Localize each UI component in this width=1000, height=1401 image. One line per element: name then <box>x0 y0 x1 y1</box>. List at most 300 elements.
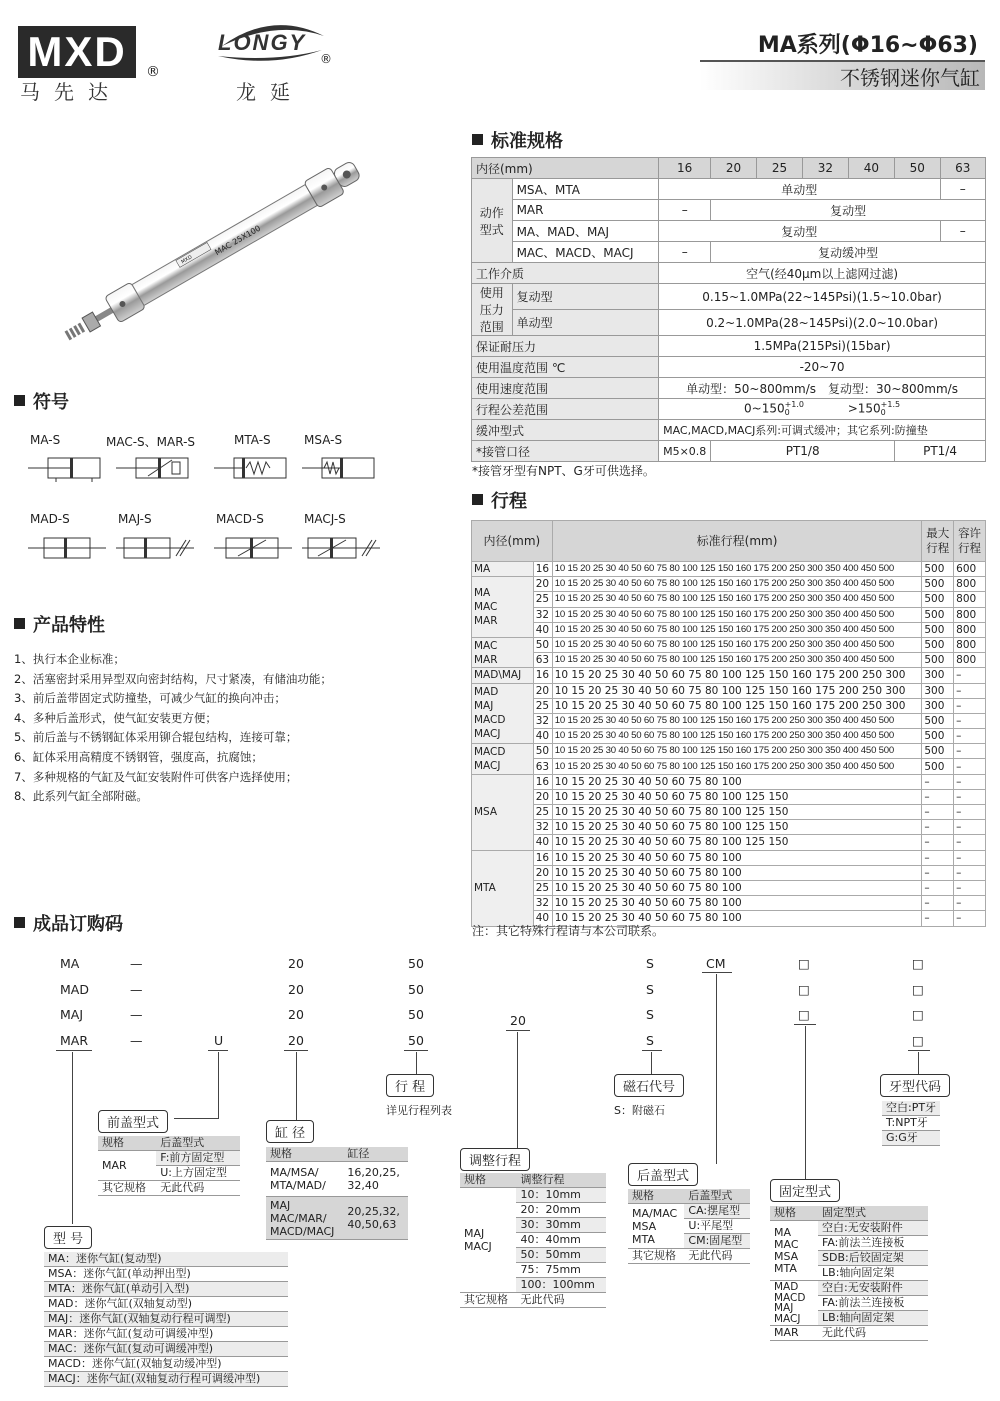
stroke-allow: – <box>954 805 986 820</box>
order-type-table <box>44 1252 288 1387</box>
spec-bore: 25 <box>756 158 802 179</box>
bore-r1-val: 16,20,25, 32,40 <box>343 1162 408 1197</box>
stroke-series: MAD\MAJ <box>472 668 534 683</box>
mount-r3: 无此代码 <box>818 1326 928 1341</box>
stroke-max: – <box>922 805 954 820</box>
spec-action-value: – <box>940 221 986 242</box>
order-stroke: 50 <box>408 956 424 971</box>
stroke-allow: 800 <box>954 653 986 668</box>
bullet-square-icon <box>14 395 25 406</box>
order-magnet: S <box>646 956 654 971</box>
section-spec-title: 标准规格 <box>472 127 563 153</box>
stroke-bore: 63 <box>533 759 552 774</box>
adj-h1: 规格 <box>460 1173 516 1188</box>
spec-bore: 40 <box>848 158 894 179</box>
adj-row: 10：10mm <box>516 1188 606 1203</box>
stroke-values: 10 15 20 25 30 40 50 60 75 80 100 125 150 160 175 200 250 300 350 400 450 500 <box>552 744 922 759</box>
stroke-allow: – <box>954 668 986 683</box>
front-f: F:前方固定型 <box>156 1151 240 1166</box>
series-title: MA系列(Φ16~Φ63) <box>757 33 978 58</box>
stroke-table <box>471 520 986 927</box>
stroke-allow: – <box>954 759 986 774</box>
feature-item: 7、多种规格的气缸及气缸安装附件可供客户选择使用； <box>14 769 298 784</box>
order-bore-label: 缸 径 <box>266 1120 314 1143</box>
spec-pressure-label: 使用压力范围 <box>472 284 513 336</box>
stroke-max: 500 <box>922 577 954 592</box>
front-h2: 后盖型式 <box>156 1136 240 1151</box>
mount-h2: 固定型式 <box>818 1206 928 1221</box>
stroke-values: 10 15 20 25 30 40 50 60 75 80 100 <box>552 880 922 895</box>
order-magnet-note: S：附磁石 <box>614 1104 665 1117</box>
stroke-note: 注：其它特殊行程请与本公司联系。 <box>472 924 665 938</box>
stroke-max: 500 <box>922 744 954 759</box>
stroke-values: 10 15 20 25 30 40 50 60 75 80 100 <box>552 911 922 926</box>
spec-single-value: 0.2~1.0MPa(28~145Psi)(2.0~10.0bar) <box>659 310 986 336</box>
stroke-allow: 800 <box>954 592 986 607</box>
spec-action-label: 动作型式 <box>472 179 513 263</box>
feature-item: 3、前后盖带固定式防撞垫，可减少气缸的换向冲击； <box>14 691 286 706</box>
order-magnet: S <box>646 982 654 997</box>
symbol-ma-icon <box>26 454 108 482</box>
stroke-bore: 40 <box>533 835 552 850</box>
spec-table <box>471 157 986 462</box>
stroke-values: 10 15 20 25 30 40 50 60 75 80 100 125 150 <box>552 805 922 820</box>
rear-model: MA/MAC MSA MTA <box>628 1204 684 1249</box>
adj-row: 40：40mm <box>516 1233 606 1248</box>
stroke-allow: – <box>954 729 986 744</box>
order-front-label: 前盖型式 <box>98 1110 168 1133</box>
bullet-square-icon <box>472 134 483 145</box>
order-rear-label: 后盖型式 <box>628 1163 698 1186</box>
feature-item: 1、执行本企业标准； <box>14 652 125 666</box>
stroke-allow: – <box>954 835 986 850</box>
stroke-max: 500 <box>922 622 954 637</box>
adj-none: 无此代码 <box>516 1293 606 1308</box>
mount-h1: 规格 <box>770 1206 818 1221</box>
rear-h1: 规格 <box>628 1189 684 1204</box>
symbol-label: MACJ-S <box>304 512 346 526</box>
type-row: MAR：迷你气缸(复动可调缓冲型) <box>44 1327 288 1342</box>
mxd-chinese-name: 马先达 <box>20 80 122 104</box>
stroke-values: 10 15 20 25 30 40 50 60 75 80 100 125 150 160 175 200 250 300 350 400 450 500 <box>552 759 922 774</box>
spec-speed-label: 使用速度范围 <box>472 378 659 399</box>
adj-row: 50：50mm <box>516 1248 606 1263</box>
stroke-bore: 20 <box>533 577 552 592</box>
stroke-bore: 32 <box>533 607 552 622</box>
spec-medium: 空气(经40μm以上滤网过滤) <box>659 263 986 284</box>
stroke-max: 500 <box>922 713 954 728</box>
stroke-allow: 800 <box>954 637 986 652</box>
symbol-label: MTA-S <box>234 433 271 447</box>
symbol-label: MACD-S <box>216 512 264 526</box>
rear-none: 无此代码 <box>684 1249 750 1264</box>
symbol-label: MAJ-S <box>118 512 152 526</box>
spec-tol-b-sub: 0 <box>880 408 886 417</box>
rear-other: 其它规格 <box>628 1249 684 1264</box>
spec-action-value: 单动型 <box>659 179 940 200</box>
bullet-square-icon <box>14 618 25 629</box>
stroke-allow: – <box>954 789 986 804</box>
stroke-series: MAD MAJ MACD MACJ <box>472 683 534 744</box>
spec-proof-label: 保证耐压力 <box>472 336 659 357</box>
bore-r2-val: 20,25,32, 40,50,63 <box>343 1197 408 1240</box>
stroke-max: – <box>922 896 954 911</box>
mxd-logo: MXD <box>18 26 136 78</box>
thread-row: T:NPT牙 <box>882 1116 940 1131</box>
stroke-bore: 20 <box>533 865 552 880</box>
spec-action-value: – <box>659 200 711 221</box>
order-mount-label: 固定型式 <box>770 1179 840 1202</box>
spec-tol-a-sub: 0 <box>784 408 790 417</box>
symbol-label: MA-S <box>30 433 61 447</box>
stroke-max: – <box>922 820 954 835</box>
stroke-bore: 40 <box>533 911 552 926</box>
order-model: MAR <box>60 1033 89 1048</box>
stroke-series: MACD MACJ <box>472 744 534 774</box>
spec-action-value: 复动型 <box>711 200 986 221</box>
front-h1: 规格 <box>98 1136 156 1151</box>
rear-h2: 后盖型式 <box>684 1189 750 1204</box>
stroke-bore: 63 <box>533 653 552 668</box>
order-bore: 20 <box>288 1033 304 1048</box>
front-none: 无此代码 <box>156 1181 240 1196</box>
order-dash: — <box>130 982 143 997</box>
stroke-bore: 32 <box>533 820 552 835</box>
mount-m2: MAD MACD MAJ MACJ <box>770 1281 818 1326</box>
stroke-allow: – <box>954 698 986 713</box>
stroke-max: 500 <box>922 607 954 622</box>
cylinder-product-image <box>36 140 396 360</box>
type-row: MAJ：迷你气缸(双轴复动行程可调型) <box>44 1312 288 1327</box>
spec-cushion-label: 缓冲型式 <box>472 420 659 441</box>
stroke-values: 10 15 20 25 30 40 50 60 75 80 100 <box>552 865 922 880</box>
stroke-bore: 16 <box>533 562 552 577</box>
stroke-h-bore: 内径(mm) <box>472 521 553 562</box>
adj-row: 30：30mm <box>516 1218 606 1233</box>
section-stroke-title: 行程 <box>472 487 527 513</box>
stroke-bore: 25 <box>533 698 552 713</box>
stroke-max: – <box>922 865 954 880</box>
order-model: MAD <box>60 982 89 997</box>
order-magnet: S <box>646 1033 654 1048</box>
spec-port: M5×0.8 <box>659 441 711 462</box>
stroke-max: 500 <box>922 592 954 607</box>
stroke-max: 500 <box>922 637 954 652</box>
feature-item: 4、多种后盖形式，使气缸安装更方便； <box>14 710 217 725</box>
stroke-series: MTA <box>472 850 534 926</box>
order-stroke: 50 <box>408 1007 424 1022</box>
order-u-code: U <box>214 1033 224 1048</box>
stroke-bore: 16 <box>533 850 552 865</box>
stroke-allow: 600 <box>954 562 986 577</box>
stroke-allow: – <box>954 683 986 698</box>
stroke-bore: 25 <box>533 880 552 895</box>
rear-row: U:平尾型 <box>684 1219 750 1234</box>
stroke-allow: – <box>954 820 986 835</box>
bore-r1-model: MA/MSA/ MTA/MAD/ <box>266 1162 343 1197</box>
spec-action-models: MSA、MTA <box>512 179 659 200</box>
order-box: □ <box>798 982 810 997</box>
order-stroke: 50 <box>408 982 424 997</box>
section-order-title: 成品订购码 <box>14 910 123 936</box>
spec-bore: 63 <box>940 158 986 179</box>
spec-note: *接管牙型有NPT、G牙可供选择。 <box>472 464 655 478</box>
stroke-values: 10 15 20 25 30 40 50 60 75 80 100 125 150 <box>552 835 922 850</box>
stroke-bore: 40 <box>533 622 552 637</box>
bullet-square-icon <box>472 494 483 505</box>
stroke-allow: – <box>954 713 986 728</box>
order-bore: 20 <box>288 956 304 971</box>
stroke-allow: – <box>954 911 986 926</box>
symbol-macd-icon <box>212 534 294 562</box>
stroke-values: 10 15 20 25 30 40 50 60 75 80 100 <box>552 896 922 911</box>
adj-model: MAJ MACJ <box>460 1188 516 1293</box>
order-bore-table <box>266 1147 408 1240</box>
stroke-max: 300 <box>922 698 954 713</box>
bore-r2-model: MAJ MAC/MAR/ MACD/MACJ <box>266 1197 343 1240</box>
stroke-values: 10 15 20 25 30 40 50 60 75 80 100 125 150 <box>552 789 922 804</box>
stroke-values: 10 15 20 25 30 40 50 60 75 80 100 <box>552 774 922 789</box>
type-row: MA：迷你气缸(复动型) <box>44 1252 288 1267</box>
stroke-bore: 40 <box>533 729 552 744</box>
order-bore: 20 <box>288 982 304 997</box>
stroke-values: 10 15 20 25 30 40 50 60 75 80 100 125 150 160 175 200 250 300 <box>552 698 922 713</box>
order-bore: 20 <box>288 1007 304 1022</box>
stroke-allow: – <box>954 880 986 895</box>
order-magnet: S <box>646 1007 654 1022</box>
feature-item: 2、活塞密封采用异型双向密封结构，尺寸紧凑，有储油功能； <box>14 671 332 686</box>
stroke-max: – <box>922 789 954 804</box>
stroke-values: 10 15 20 25 30 40 50 60 75 80 100 125 150 160 175 200 250 300 <box>552 668 922 683</box>
spec-bore: 32 <box>803 158 848 179</box>
order-dash: — <box>130 956 143 971</box>
order-adjust-table <box>460 1173 606 1308</box>
order-rear-table <box>628 1189 750 1264</box>
stroke-values: 10 15 20 25 30 40 50 60 75 80 100 125 150 160 175 200 250 300 350 400 450 500 <box>552 607 922 622</box>
stroke-series: MSA <box>472 774 534 850</box>
stroke-bore: 16 <box>533 774 552 789</box>
type-row: MAC：迷你气缸(复动可调缓冲型) <box>44 1342 288 1357</box>
spec-action-value: – <box>940 179 986 200</box>
stroke-max: 300 <box>922 683 954 698</box>
order-box: □ <box>912 982 924 997</box>
spec-port: PT1/8 <box>711 441 895 462</box>
stroke-bore: 25 <box>533 805 552 820</box>
stroke-bore: 50 <box>533 637 552 652</box>
order-stroke: 50 <box>408 1033 424 1048</box>
stroke-bore: 32 <box>533 713 552 728</box>
order-mount-table <box>770 1206 928 1341</box>
stroke-max: 500 <box>922 759 954 774</box>
stroke-max: – <box>922 880 954 895</box>
mount-row: 空白:无安装附件 <box>818 1281 928 1296</box>
stroke-values: 10 15 20 25 30 40 50 60 75 80 100 <box>552 850 922 865</box>
order-model: MA <box>60 956 80 971</box>
adj-h2: 调整行程 <box>516 1173 606 1188</box>
symbol-label: MAC-S、MAR-S <box>106 435 196 449</box>
stroke-values: 10 15 20 25 30 40 50 60 75 80 100 125 150 160 175 200 250 300 350 400 450 500 <box>552 622 922 637</box>
spec-bore: 16 <box>659 158 711 179</box>
front-other: 其它规格 <box>98 1181 156 1196</box>
order-dash: — <box>130 1033 143 1048</box>
spec-double-label: 复动型 <box>512 284 659 310</box>
symbol-label: MAD-S <box>30 512 70 526</box>
spec-tol-a: 0~150 <box>744 401 785 416</box>
stroke-allow: 800 <box>954 622 986 637</box>
stroke-values: 10 15 20 25 30 40 50 60 75 80 100 125 150 160 175 200 250 300 350 400 450 500 <box>552 637 922 652</box>
type-row: MSA：迷你气缸(单动押出型) <box>44 1267 288 1282</box>
stroke-h-max: 最大行程 <box>922 521 954 562</box>
longy-logo-text: LONGY <box>218 30 307 55</box>
spec-tol-b: >150 <box>847 401 881 416</box>
stroke-max: – <box>922 850 954 865</box>
type-row: MAD：迷你气缸(双轴复动型) <box>44 1297 288 1312</box>
stroke-max: – <box>922 911 954 926</box>
order-type-label: 型 号 <box>44 1226 92 1249</box>
stroke-values: 10 15 20 25 30 40 50 60 75 80 100 125 150 160 175 200 250 300 <box>552 683 922 698</box>
stroke-series: MA MAC MAR <box>472 577 534 638</box>
spec-cushion: MAC,MACD,MACJ系列:可调式缓冲；其它系列:防撞垫 <box>659 420 986 441</box>
order-box: □ <box>912 1007 924 1022</box>
stroke-values: 10 15 20 25 30 40 50 60 75 80 100 125 150 160 175 200 250 300 350 400 450 500 <box>552 653 922 668</box>
bullet-square-icon <box>14 917 25 928</box>
feature-item: 8、此系列气缸全部附磁。 <box>14 789 148 804</box>
spec-tol-a-sup: +1.0 <box>784 400 805 409</box>
spec-speed: 单动型：50~800mm/s 复动型：30~800mm/s <box>659 378 986 399</box>
symbol-macj-icon <box>300 534 382 562</box>
longy-chinese-name: 龙延 <box>236 80 304 104</box>
stroke-h-allow: 容许行程 <box>954 521 986 562</box>
spec-action-models: MA、MAD、MAJ <box>512 221 659 242</box>
order-stroke-label: 行 程 <box>386 1074 434 1097</box>
order-adjust-label: 调整行程 <box>460 1148 530 1171</box>
section-features-title: 产品特性 <box>14 611 105 637</box>
series-subtitle: 不锈钢迷你气缸 <box>840 66 980 90</box>
order-adjust: 20 <box>510 1013 526 1028</box>
order-dash: — <box>130 1007 143 1022</box>
symbol-mad-icon <box>26 534 108 562</box>
stroke-bore: 16 <box>533 668 552 683</box>
spec-port-label: *接管口径 <box>472 441 659 462</box>
spec-action-models: MAC、MACD、MACJ <box>512 242 659 263</box>
thread-row: 空白:PT牙 <box>882 1101 940 1116</box>
mount-m3: MAR <box>770 1326 818 1341</box>
stroke-bore: 25 <box>533 592 552 607</box>
order-box: □ <box>798 956 810 971</box>
stroke-values: 10 15 20 25 30 40 50 60 75 80 100 125 150 160 175 200 250 300 350 400 450 500 <box>552 562 922 577</box>
stroke-allow: 800 <box>954 607 986 622</box>
stroke-allow: – <box>954 865 986 880</box>
spec-tol-label: 行程公差范围 <box>472 399 659 420</box>
order-box: □ <box>912 956 924 971</box>
stroke-bore: 20 <box>533 683 552 698</box>
stroke-bore: 32 <box>533 896 552 911</box>
spec-bore: 20 <box>711 158 756 179</box>
adj-other: 其它规格 <box>460 1293 516 1308</box>
spec-action-models: MAR <box>512 200 659 221</box>
stroke-bore: 50 <box>533 744 552 759</box>
order-model: MAJ <box>60 1007 84 1022</box>
stroke-series: MAC MAR <box>472 637 534 667</box>
order-stroke-note: 详见行程列表 <box>386 1104 452 1117</box>
bore-h2: 缸径 <box>343 1147 408 1162</box>
symbol-mac-icon <box>114 454 196 482</box>
spec-header-row <box>472 158 986 179</box>
mount-row: LB:轴向固定架 <box>818 1266 928 1281</box>
stroke-allow: 800 <box>954 577 986 592</box>
spec-double-value: 0.15~1.0MPa(22~145Psi)(1.5~10.0bar) <box>659 284 986 310</box>
stroke-max: 300 <box>922 668 954 683</box>
order-box: □ <box>912 1033 924 1048</box>
stroke-bore: 20 <box>533 789 552 804</box>
order-thread-label: 牙型代码 <box>880 1074 950 1097</box>
type-row: MACD：迷你气缸(双轴复动缓冲型) <box>44 1357 288 1372</box>
spec-temp-label: 使用温度范围 ℃ <box>472 357 659 378</box>
feature-item: 5、前后盖与不锈钢缸体采用铆合辊包结构，连接可靠； <box>14 730 298 745</box>
stroke-values: 10 15 20 25 30 40 50 60 75 80 100 125 150 <box>552 820 922 835</box>
spec-port: PT1/4 <box>895 441 986 462</box>
thread-row: G:G牙 <box>882 1131 940 1146</box>
stroke-allow: – <box>954 850 986 865</box>
stroke-allow: – <box>954 896 986 911</box>
spec-bore-label: 内径(mm) <box>472 158 659 179</box>
adj-row: 100：100mm <box>516 1278 606 1293</box>
symbol-label: MSA-S <box>304 433 343 447</box>
adj-row: 75：75mm <box>516 1263 606 1278</box>
type-row: MACJ：迷你气缸(双轴复动行程可调缓冲型) <box>44 1372 288 1387</box>
longy-registered-mark: ® <box>320 52 332 66</box>
product-model-label: MAC 25X100 <box>213 223 263 258</box>
front-u: U:上方固定型 <box>156 1166 240 1181</box>
stroke-header-row <box>472 521 986 562</box>
symbol-msa-icon <box>300 454 382 482</box>
stroke-values: 10 15 20 25 30 40 50 60 75 80 100 125 150 160 175 200 250 300 350 400 450 500 <box>552 713 922 728</box>
rear-row: CA:摆尾型 <box>684 1204 750 1219</box>
mount-row: FA:前法兰连接板 <box>818 1236 928 1251</box>
stroke-max: 500 <box>922 729 954 744</box>
order-thread-table <box>882 1101 940 1146</box>
type-row: MTA：迷你气缸(单动引入型) <box>44 1282 288 1297</box>
stroke-allow: – <box>954 744 986 759</box>
stroke-max: – <box>922 835 954 850</box>
spec-tol-b-sup: +1.5 <box>880 400 901 409</box>
rear-row: CM:固尾型 <box>684 1234 750 1249</box>
order-magnet-label: 磁石代号 <box>614 1074 684 1097</box>
symbol-maj-icon <box>114 534 196 562</box>
order-rear-code: CM <box>706 956 726 971</box>
spec-temp: -20~70 <box>659 357 986 378</box>
stroke-allow: – <box>954 774 986 789</box>
spec-tolerance <box>659 399 986 420</box>
feature-item: 6、缸体采用高精度不锈钢管，强度高，抗腐蚀； <box>14 749 263 764</box>
features-list <box>14 650 414 807</box>
adj-row: 20：20mm <box>516 1203 606 1218</box>
mount-row: 空白:无安装附件 <box>818 1221 928 1236</box>
spec-proof: 1.5MPa(215Psi)(15bar) <box>659 336 986 357</box>
stroke-values: 10 15 20 25 30 40 50 60 75 80 100 125 150 160 175 200 250 300 350 400 450 500 <box>552 592 922 607</box>
spec-action-value: 复动型 <box>659 221 940 242</box>
spec-bore: 50 <box>895 158 940 179</box>
stroke-h-std: 标准行程(mm) <box>552 521 922 562</box>
mxd-registered-mark: ® <box>146 64 160 80</box>
symbol-mta-icon <box>212 454 294 482</box>
mount-row: SDB:后铰固定架 <box>818 1251 928 1266</box>
spec-medium-label: 工作介质 <box>472 263 659 284</box>
stroke-max: 500 <box>922 653 954 668</box>
mount-row: LB:轴向固定架 <box>818 1311 928 1326</box>
stroke-max: 500 <box>922 562 954 577</box>
order-box: □ <box>798 1007 810 1022</box>
